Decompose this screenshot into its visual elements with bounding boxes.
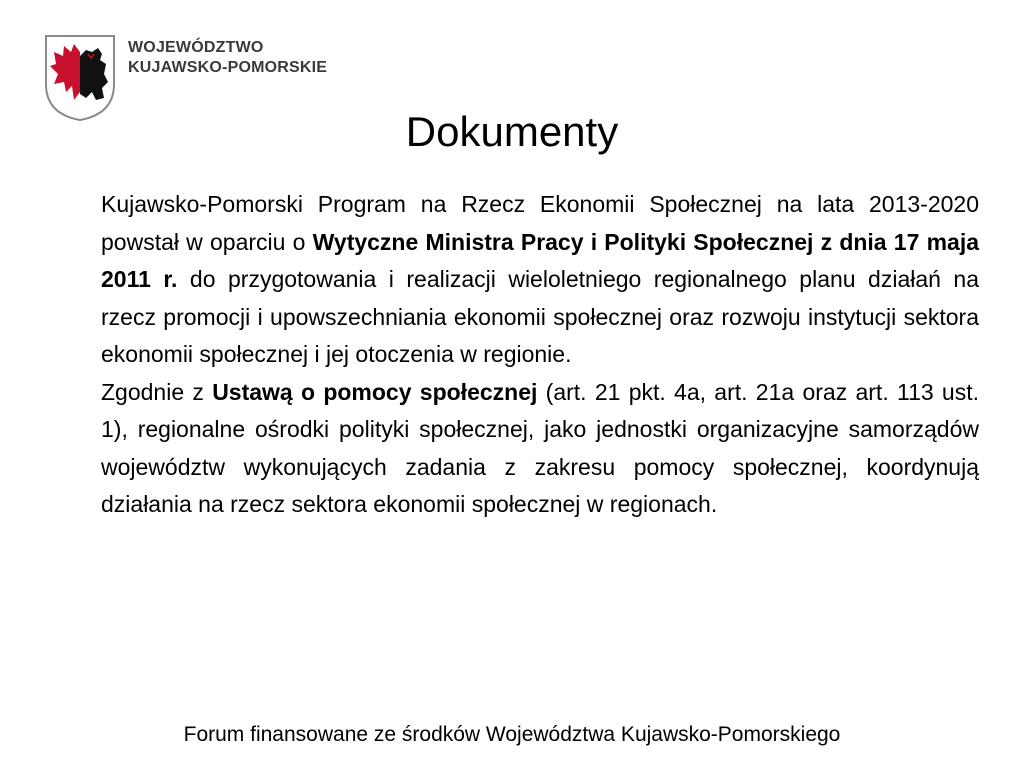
paragraph-2-text-b: (art. 21 pkt. 4a, art. 21a oraz art. 113 ust. 1), regionalne ośrodki polityki społecznej, jako jednostki organizacyjne samorządów województw wykonujących zadania z zakresu pomocy społecznej, koordynują działania na rzecz sektora ekonomii społecznej w regionach. — [101, 378, 980, 517]
logo-line-1: WOJEWÓDZTWO — [128, 39, 264, 56]
paragraph-2-text-a: Zgodnie z — [101, 378, 213, 405]
paragraph-1 — [101, 186, 979, 374]
paragraph-1-text-b: do przygotowania i realizacji wieloletniego regionalnego planu działań na rzecz promocji i upowszechniania ekonomii społecznej oraz rozwoju instytucji sektora ekonomii społecznej i jej otoczenia w regionie. — [101, 266, 979, 367]
paragraph-1-bold: Wytyczne Ministra Pracy i Polityki Społecznej z dnia 17 maja 2011 r. — [101, 228, 979, 292]
paragraph-2-bold: Ustawą o pomocy społecznej — [212, 378, 538, 405]
body-text — [101, 186, 979, 524]
paragraph-1-text-a: Kujawsko-Pomorski Program na Rzecz Ekonomii Społecznej na lata 2013-2020 powstał w oparciu o — [101, 191, 979, 255]
footer-note: Forum finansowane ze środków Województwa Kujawsko-Pomorskiego — [183, 723, 841, 746]
logo-line-2: KUJAWSKO-POMORSKIE — [128, 59, 328, 76]
paragraph-2 — [101, 374, 979, 524]
page-title: Dokumenty — [405, 108, 619, 155]
